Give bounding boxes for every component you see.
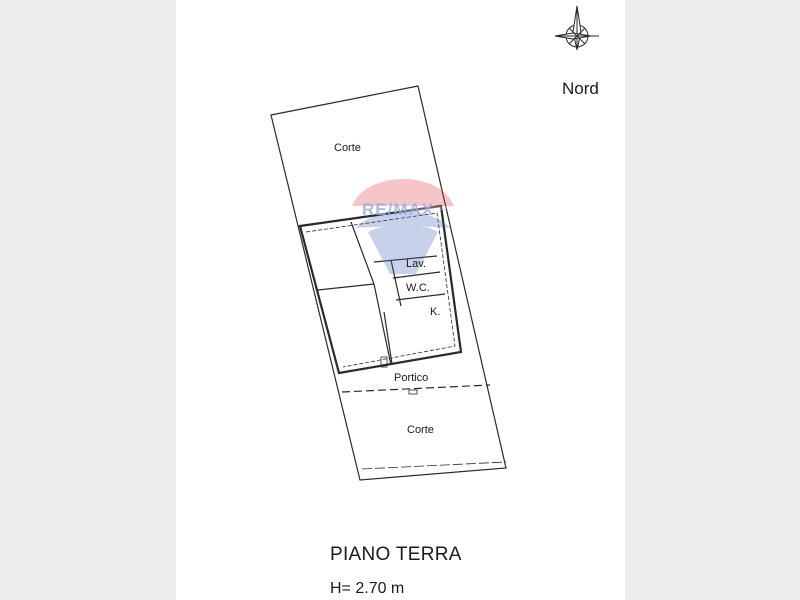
watermark-text: RE/MAX (362, 200, 435, 219)
compass-icon (555, 6, 599, 50)
room-label-k: K. (430, 306, 441, 318)
room-label-corte-top: Corte (334, 142, 361, 154)
portico-line (339, 352, 461, 373)
portico-dash (342, 385, 490, 392)
floor-title: PIANO TERRA (330, 544, 462, 565)
remax-watermark-logo (346, 166, 460, 278)
compass-label: Nord (562, 79, 599, 98)
lot-boundary (271, 86, 506, 480)
bottom-fence (362, 462, 506, 469)
wall-wc-k (396, 294, 445, 300)
room-label-wc: W.C. (406, 282, 430, 294)
room-label-lav: Lav. (406, 258, 426, 270)
step-marker (409, 390, 417, 394)
room-label-corte-bottom: Corte (407, 424, 434, 436)
wall-vertical-2 (374, 284, 391, 365)
room-label-portico: Portico (394, 372, 429, 384)
wall-left-split (318, 284, 374, 290)
floor-height: H= 2.70 m (330, 580, 405, 597)
